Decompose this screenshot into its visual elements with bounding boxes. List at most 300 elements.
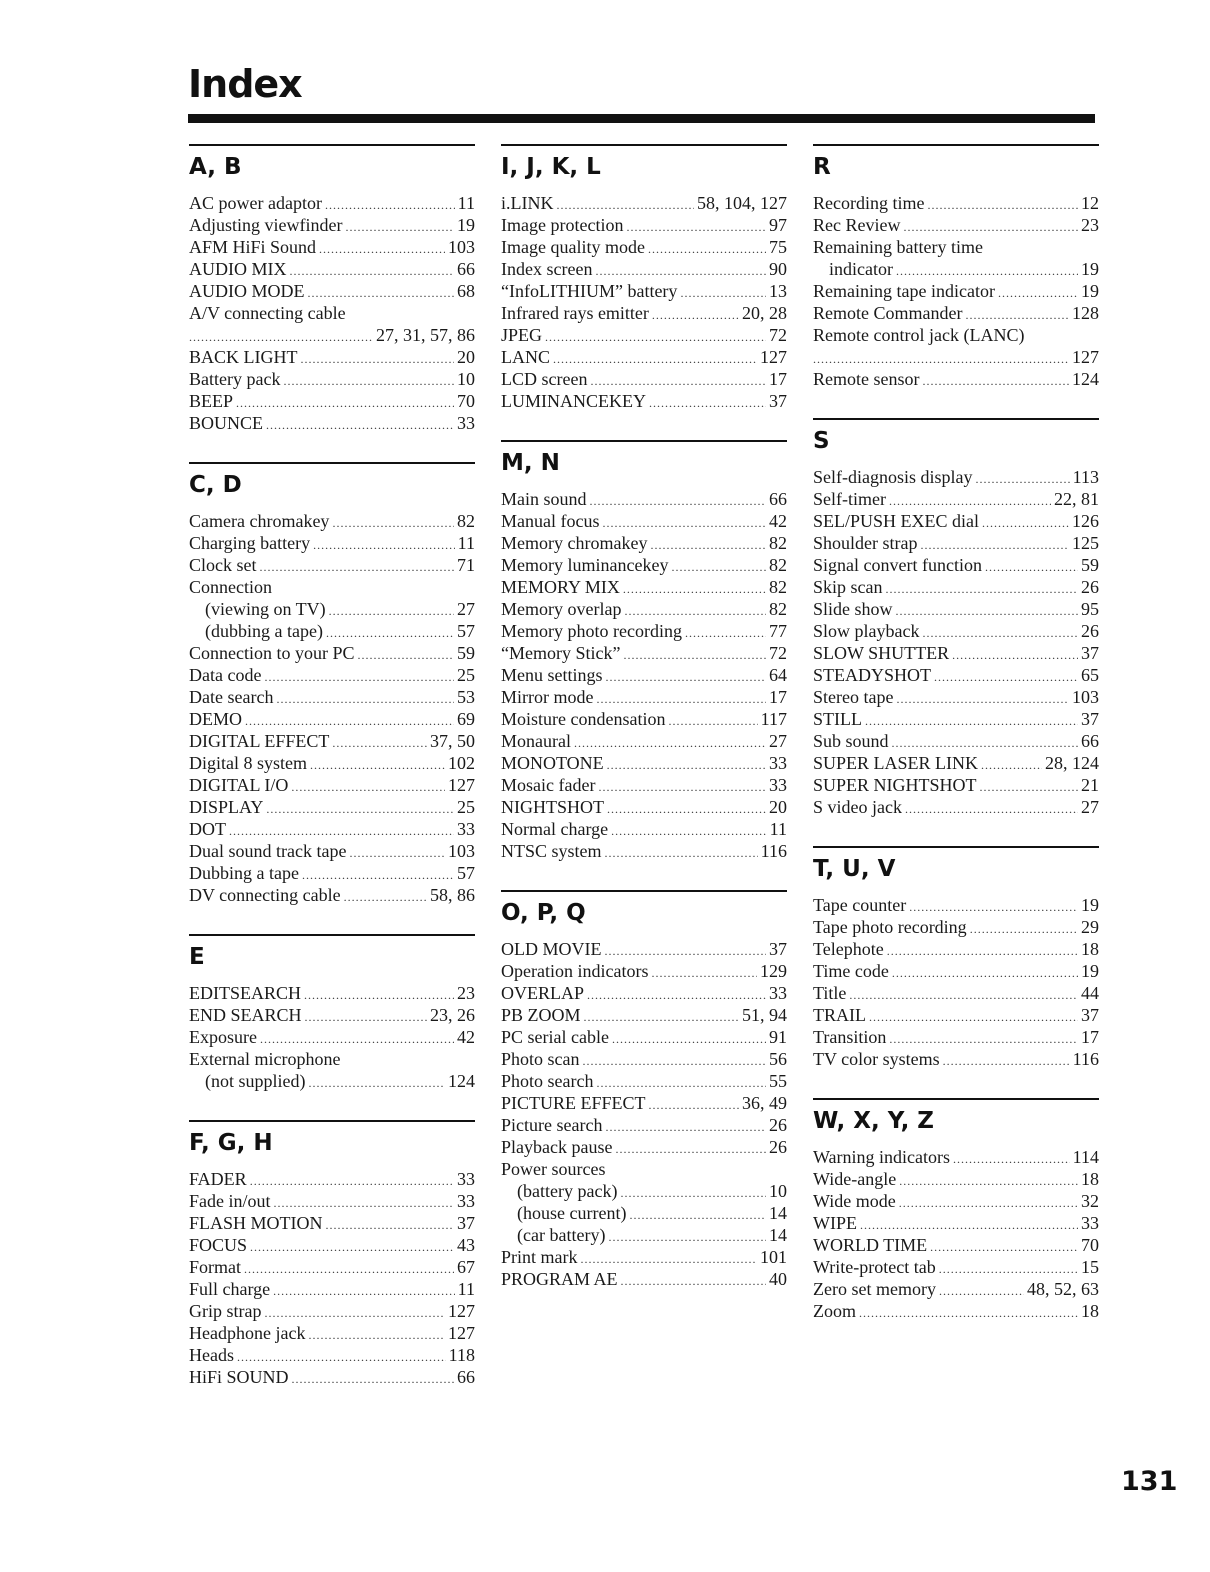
- entry-pages: 10: [457, 369, 475, 389]
- index-entry: [813, 554, 1099, 576]
- index-section: [189, 1120, 475, 1388]
- index-entry: [813, 1212, 1099, 1234]
- dot-leader: [905, 798, 1078, 820]
- index-entry: [189, 1344, 475, 1366]
- index-entry: [501, 1048, 787, 1070]
- index-entry: [501, 532, 787, 554]
- entry-pages: 75: [769, 237, 787, 257]
- index-entry: [189, 412, 475, 434]
- dot-leader: [557, 194, 695, 216]
- entry-pages: 55: [769, 1071, 787, 1091]
- entry-term: Memory chromakey: [501, 533, 648, 553]
- dot-leader: [939, 1258, 1078, 1280]
- index-entry: [501, 510, 787, 532]
- index-entry: [189, 642, 475, 664]
- entry-term: Time code: [813, 961, 889, 981]
- section-heading: O, P, Q: [501, 900, 586, 926]
- index-entry: [189, 368, 475, 390]
- entry-term: Print mark: [501, 1247, 578, 1267]
- index-entry: [189, 752, 475, 774]
- index-entry: [501, 708, 787, 730]
- dot-leader: [889, 490, 1051, 512]
- dot-leader: [680, 282, 766, 304]
- entry-term: Connection: [189, 577, 272, 597]
- entry-term: Signal convert function: [813, 555, 982, 575]
- entry-term: Format: [189, 1257, 241, 1277]
- entry-pages: 15: [1081, 1257, 1099, 1277]
- index-entry: [813, 916, 1099, 938]
- entry-term: Warning indicators: [813, 1147, 951, 1167]
- entry-term: S video jack: [813, 797, 902, 817]
- index-entry: [813, 1004, 1099, 1026]
- index-entry: [501, 642, 787, 664]
- entry-term: Full charge: [189, 1279, 271, 1299]
- index-entry: [189, 686, 475, 708]
- entry-term: Tape photo recording: [813, 917, 967, 937]
- dot-leader: [615, 1138, 766, 1160]
- entry-pages: 129: [760, 961, 787, 981]
- entry-pages: 18: [1081, 1169, 1099, 1189]
- entry-term: WIPE: [813, 1213, 857, 1233]
- entry-term: Mirror mode: [501, 687, 594, 707]
- dot-leader: [229, 820, 454, 842]
- entry-pages: 37: [1081, 1005, 1099, 1025]
- dot-leader: [849, 984, 1078, 1006]
- entry-term: DISPLAY: [189, 797, 264, 817]
- entry-pages: 66: [457, 259, 475, 279]
- dot-leader: [245, 710, 454, 732]
- index-entry: [189, 620, 475, 642]
- entry-term: Image quality mode: [501, 237, 645, 257]
- entry-pages: 26: [1081, 621, 1099, 641]
- section-rule: [813, 144, 1099, 146]
- index-column-1: [189, 144, 475, 1416]
- entry-pages: 103: [448, 841, 475, 861]
- dot-leader: [302, 864, 454, 886]
- entry-term: Menu settings: [501, 665, 603, 685]
- entry-pages: 25: [457, 797, 475, 817]
- entry-term: PB ZOOM: [501, 1005, 581, 1025]
- entry-pages: 125: [1072, 533, 1099, 553]
- entry-pages: 33: [1081, 1213, 1099, 1233]
- index-entry: [189, 302, 475, 324]
- section-heading: R: [813, 154, 831, 180]
- entry-pages: 36, 49: [742, 1093, 787, 1113]
- dot-leader: [595, 260, 766, 282]
- index-entry: [189, 664, 475, 686]
- section-heading: W, X, Y, Z: [813, 1108, 934, 1134]
- index-section: [501, 144, 787, 412]
- entry-pages: 118: [448, 1345, 475, 1365]
- entry-pages: 82: [769, 577, 787, 597]
- index-entry: [501, 938, 787, 960]
- index-entry: [189, 324, 475, 346]
- index-entry: [501, 840, 787, 862]
- entry-term: Wide-angle: [813, 1169, 897, 1189]
- index-entry: [501, 1092, 787, 1114]
- entry-pages: 14: [769, 1225, 787, 1245]
- index-entry: [501, 1180, 787, 1202]
- entry-term: Skip scan: [813, 577, 883, 597]
- dot-leader: [308, 282, 455, 304]
- section-rule: [813, 418, 1099, 420]
- entry-term: SUPER NIGHTSHOT: [813, 775, 977, 795]
- index-section: [813, 418, 1099, 818]
- entry-pages: 11: [457, 533, 475, 553]
- dot-leader: [896, 260, 1078, 282]
- entry-term: DOT: [189, 819, 226, 839]
- entry-term: Sub sound: [813, 731, 889, 751]
- dot-leader: [598, 776, 766, 798]
- dot-leader: [982, 512, 1069, 534]
- entry-pages: 70: [457, 391, 475, 411]
- section-rule: [189, 934, 475, 936]
- index-entry: [813, 1026, 1099, 1048]
- dot-leader: [649, 1094, 739, 1116]
- entry-pages: 22, 81: [1054, 489, 1099, 509]
- index-entry: [189, 774, 475, 796]
- dot-leader: [943, 1050, 1070, 1072]
- index-entry: [813, 346, 1099, 368]
- index-entry: [813, 960, 1099, 982]
- index-entry: [189, 840, 475, 862]
- dot-leader: [887, 940, 1078, 962]
- dot-leader: [332, 732, 427, 754]
- entry-pages: 117: [760, 709, 787, 729]
- entry-term: Memory photo recording: [501, 621, 682, 641]
- dot-leader: [310, 754, 445, 776]
- entry-pages: 101: [760, 1247, 787, 1267]
- index-entry: [813, 236, 1099, 258]
- index-entry: [813, 576, 1099, 598]
- entry-term: Data code: [189, 665, 262, 685]
- dot-leader: [189, 326, 373, 348]
- entry-term: END SEARCH: [189, 1005, 302, 1025]
- entry-term: Exposure: [189, 1027, 257, 1047]
- index-entry: [501, 1202, 787, 1224]
- entry-pages: 69: [457, 709, 475, 729]
- index-entry: [189, 532, 475, 554]
- entry-pages: 18: [1081, 1301, 1099, 1321]
- dot-leader: [325, 194, 455, 216]
- entry-pages: 37: [1081, 709, 1099, 729]
- entry-term: Remaining battery time: [813, 237, 983, 257]
- entry-term: (viewing on TV): [205, 599, 326, 619]
- dot-leader: [620, 1182, 766, 1204]
- dot-leader: [602, 512, 766, 534]
- index-entry: [189, 884, 475, 906]
- entry-pages: 44: [1081, 983, 1099, 1003]
- section-rule: [501, 144, 787, 146]
- index-section: [813, 144, 1099, 390]
- index-entry: [813, 620, 1099, 642]
- entry-term: MONOTONE: [501, 753, 604, 773]
- entry-pages: 11: [457, 1279, 475, 1299]
- entry-term: Self-timer: [813, 489, 886, 509]
- entry-term: Transition: [813, 1027, 887, 1047]
- index-entry: [189, 510, 475, 532]
- entry-term: Slow playback: [813, 621, 920, 641]
- dot-leader: [952, 644, 1078, 666]
- index-entry: [501, 280, 787, 302]
- dot-leader: [899, 1170, 1078, 1192]
- dot-leader: [624, 600, 766, 622]
- entry-pages: 59: [457, 643, 475, 663]
- entry-term: A/V connecting cable: [189, 303, 346, 323]
- entry-term: NIGHTSHOT: [501, 797, 604, 817]
- dot-leader: [970, 918, 1078, 940]
- entry-term: (battery pack): [517, 1181, 618, 1201]
- entry-pages: 26: [769, 1115, 787, 1135]
- entry-pages: 72: [769, 325, 787, 345]
- index-entry: [813, 774, 1099, 796]
- index-entry: [189, 280, 475, 302]
- dot-leader: [349, 842, 445, 864]
- entry-pages: 77: [769, 621, 787, 641]
- entry-pages: 29: [1081, 917, 1099, 937]
- section-heading: I, J, K, L: [501, 154, 601, 180]
- index-entry: [813, 598, 1099, 620]
- index-entry: [189, 554, 475, 576]
- index-entry: [189, 1212, 475, 1234]
- entry-term: (dubbing a tape): [205, 621, 323, 641]
- dot-leader: [326, 1214, 454, 1236]
- index-entry: [189, 598, 475, 620]
- entry-term: (house current): [517, 1203, 627, 1223]
- entry-pages: 10: [769, 1181, 787, 1201]
- index-column-2: [501, 144, 787, 1318]
- index-entry: [501, 598, 787, 620]
- dot-leader: [584, 1006, 739, 1028]
- dot-leader: [621, 1270, 766, 1292]
- title-rule: [188, 114, 1095, 123]
- dot-leader: [345, 216, 454, 238]
- index-column-3: [813, 144, 1099, 1350]
- dot-leader: [273, 1280, 455, 1302]
- entry-term: Connection to your PC: [189, 643, 355, 663]
- index-entry: [501, 302, 787, 324]
- section-heading: F, G, H: [189, 1130, 273, 1156]
- index-entry: [501, 796, 787, 818]
- entry-term: Date search: [189, 687, 274, 707]
- entry-pages: 19: [457, 215, 475, 235]
- section-heading: T, U, V: [813, 856, 896, 882]
- dot-leader: [623, 578, 766, 600]
- dot-leader: [939, 1280, 1024, 1302]
- entry-term: EDITSEARCH: [189, 983, 301, 1003]
- entry-term: SLOW SHUTTER: [813, 643, 950, 663]
- index-entry: [813, 796, 1099, 818]
- dot-leader: [865, 710, 1078, 732]
- dot-leader: [290, 260, 455, 282]
- entry-pages: 113: [1072, 467, 1099, 487]
- index-entry: [813, 1146, 1099, 1168]
- entry-term: External microphone: [189, 1049, 341, 1069]
- entry-pages: 42: [769, 511, 787, 531]
- entry-term: LCD screen: [501, 369, 588, 389]
- entry-term: Monaural: [501, 731, 571, 751]
- dot-leader: [629, 1204, 766, 1226]
- index-entry: [813, 642, 1099, 664]
- dot-leader: [651, 962, 757, 984]
- index-entry: [189, 1048, 475, 1070]
- index-entry: [501, 730, 787, 752]
- index-entry: [189, 192, 475, 214]
- index-entry: [189, 796, 475, 818]
- entry-pages: 102: [448, 753, 475, 773]
- entry-term: PICTURE EFFECT: [501, 1093, 646, 1113]
- dot-leader: [260, 556, 455, 578]
- dot-leader: [305, 1006, 427, 1028]
- section-rule: [189, 1120, 475, 1122]
- index-entry: [813, 1278, 1099, 1300]
- entry-pages: 23: [457, 983, 475, 1003]
- entry-term: Heads: [189, 1345, 234, 1365]
- entry-term: BEEP: [189, 391, 234, 411]
- entry-pages: 116: [1072, 1049, 1099, 1069]
- dot-leader: [899, 1192, 1078, 1214]
- index-entry: [501, 620, 787, 642]
- entry-term: Shoulder strap: [813, 533, 918, 553]
- entry-term: Wide mode: [813, 1191, 896, 1211]
- entry-term: Remote Commander: [813, 303, 963, 323]
- index-entry: [501, 1026, 787, 1048]
- entry-term: PC serial cable: [501, 1027, 609, 1047]
- section-rule: [813, 1098, 1099, 1100]
- section-heading: M, N: [501, 450, 560, 476]
- entry-term: Rec Review: [813, 215, 901, 235]
- entry-pages: 20: [457, 347, 475, 367]
- entry-term: Tape counter: [813, 895, 907, 915]
- index-entry: [501, 686, 787, 708]
- entry-term: DV connecting cable: [189, 885, 341, 905]
- index-entry: [813, 894, 1099, 916]
- index-entry: [501, 1114, 787, 1136]
- index-entry: [813, 708, 1099, 730]
- entry-pages: 57: [457, 863, 475, 883]
- entry-term: WORLD TIME: [813, 1235, 928, 1255]
- dot-leader: [976, 468, 1070, 490]
- page-number: 131: [1121, 1466, 1178, 1497]
- entry-term: JPEG: [501, 325, 543, 345]
- index-entry: [501, 214, 787, 236]
- entry-term: (not supplied): [205, 1071, 306, 1091]
- index-entry: [501, 488, 787, 510]
- entry-term: Zero set memory: [813, 1279, 936, 1299]
- index-entry: [813, 1190, 1099, 1212]
- dot-leader: [605, 1116, 766, 1138]
- index-entry: [189, 730, 475, 752]
- index-entry: [189, 1278, 475, 1300]
- entry-term: Memory luminancekey: [501, 555, 669, 575]
- entry-pages: 82: [769, 533, 787, 553]
- dot-leader: [301, 348, 455, 370]
- entry-term: Power sources: [501, 1159, 606, 1179]
- entry-term: Manual focus: [501, 511, 600, 531]
- entry-pages: 25: [457, 665, 475, 685]
- entry-pages: 124: [1072, 369, 1099, 389]
- index-entry: [189, 1026, 475, 1048]
- dot-leader: [344, 886, 427, 908]
- index-entry: [501, 576, 787, 598]
- dot-leader: [886, 578, 1079, 600]
- index-entry: [189, 1300, 475, 1322]
- entry-term: Recording time: [813, 193, 925, 213]
- dot-leader: [892, 962, 1078, 984]
- entry-pages: 26: [1081, 577, 1099, 597]
- dot-leader: [896, 688, 1069, 710]
- entry-pages: 20, 28: [742, 303, 787, 323]
- entry-pages: 33: [457, 413, 475, 433]
- entry-pages: 20: [769, 797, 787, 817]
- index-entry: [189, 1070, 475, 1092]
- dot-leader: [668, 710, 757, 732]
- entry-term: LUMINANCEKEY: [501, 391, 646, 411]
- dot-leader: [264, 666, 454, 688]
- dot-leader: [927, 194, 1078, 216]
- entry-pages: 19: [1081, 895, 1099, 915]
- entry-term: BACK LIGHT: [189, 347, 298, 367]
- index-entry: [813, 214, 1099, 236]
- dot-leader: [292, 1368, 454, 1390]
- entry-term: Photo scan: [501, 1049, 580, 1069]
- index-entry: [189, 390, 475, 412]
- index-entry: [189, 1234, 475, 1256]
- dot-leader: [922, 622, 1078, 644]
- entry-term: FLASH MOTION: [189, 1213, 323, 1233]
- dot-leader: [605, 842, 758, 864]
- entry-pages: 40: [769, 1269, 787, 1289]
- entry-pages: 65: [1081, 665, 1099, 685]
- index-entry: [813, 1048, 1099, 1070]
- index-entry: [189, 982, 475, 1004]
- entry-pages: 13: [769, 281, 787, 301]
- entry-term: Stereo tape: [813, 687, 894, 707]
- index-entry: [813, 302, 1099, 324]
- dot-leader: [590, 490, 767, 512]
- entry-pages: 11: [457, 193, 475, 213]
- page-title: Index: [188, 62, 302, 106]
- entry-pages: 37: [457, 1213, 475, 1233]
- entry-term: AFM HiFi Sound: [189, 237, 317, 257]
- dot-leader: [309, 1072, 446, 1094]
- entry-term: Normal charge: [501, 819, 609, 839]
- entry-term: AUDIO MIX: [189, 259, 287, 279]
- dot-leader: [985, 556, 1078, 578]
- entry-pages: 66: [1081, 731, 1099, 751]
- entry-pages: 17: [769, 369, 787, 389]
- entry-pages: 56: [769, 1049, 787, 1069]
- entry-term: FADER: [189, 1169, 247, 1189]
- entry-term: Playback pause: [501, 1137, 613, 1157]
- dot-leader: [965, 304, 1069, 326]
- entry-term: DEMO: [189, 709, 242, 729]
- index-entry: [189, 346, 475, 368]
- dot-leader: [608, 1226, 766, 1248]
- dot-leader: [930, 1236, 1078, 1258]
- section-rule: [501, 440, 787, 442]
- index-entry: [501, 368, 787, 390]
- dot-leader: [329, 600, 454, 622]
- index-entry: [813, 532, 1099, 554]
- dot-leader: [313, 534, 455, 556]
- entry-pages: 103: [1072, 687, 1099, 707]
- entry-pages: 23, 26: [430, 1005, 475, 1025]
- dot-leader: [274, 1192, 455, 1214]
- index-entry: [813, 938, 1099, 960]
- entry-term: PROGRAM AE: [501, 1269, 618, 1289]
- dot-leader: [596, 688, 766, 710]
